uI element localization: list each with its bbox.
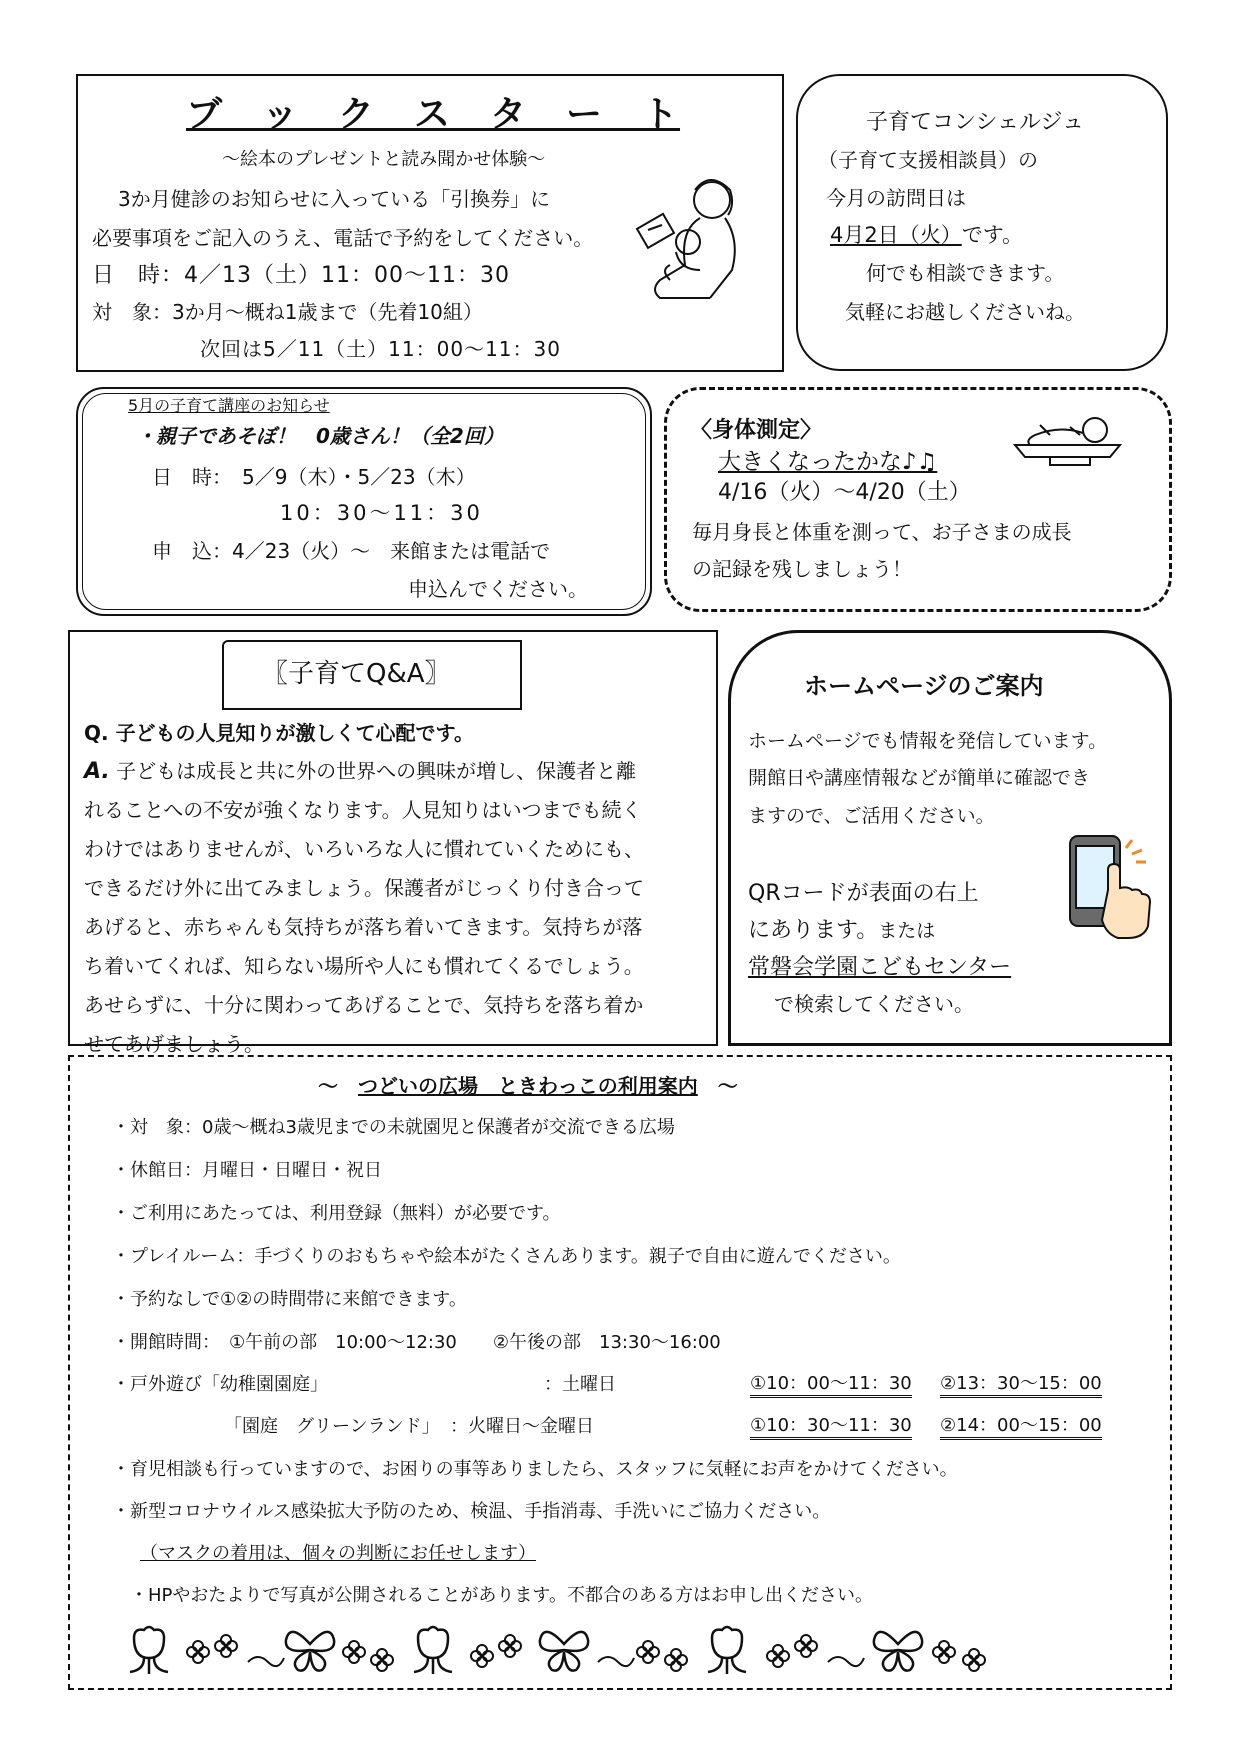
homepage-qr2: [748, 913, 935, 944]
concierge-date-suffix: です。: [961, 223, 1024, 247]
guide-outdoor-label: ・戸外遊び「幼稚園園庭」: [112, 1374, 328, 1395]
qa-answer-line-8: せてあげましょう。: [84, 1032, 264, 1056]
baby-scale-illustration: [1010, 415, 1130, 470]
guide-green-label: 「園庭 グリーンランド」: [224, 1416, 440, 1437]
guide-green-time-2: ②14：00～15：00: [940, 1411, 1102, 1440]
guide-green-day: ：火曜日～金曜日: [450, 1416, 594, 1437]
homepage-search-suffix: で検索してください。: [774, 992, 974, 1016]
course-heading: 5月の子育て講座のお知らせ: [128, 396, 330, 415]
measure-desc2: の記録を残しましょう！: [692, 557, 912, 581]
course-time: 10：30～11：30: [280, 501, 483, 525]
guide-title-prefix: ～: [318, 1074, 358, 1098]
measure-desc1: 毎月身長と体重を測って、お子さまの成長: [692, 520, 1072, 544]
qa-answer-line-7: あせらずに、十分に関わってあげることで、気持ちを落ち着か: [84, 993, 644, 1017]
qa-title: 〖子育てQ&A〗: [262, 659, 451, 689]
guide-outdoor-time-2: ②13：30～15：00: [940, 1369, 1102, 1398]
guide-hours: ・開館時間： ①午前の部 10:00～12:30 ②午後の部 13:30～16:00: [112, 1332, 721, 1353]
qa-answer-line-5: あげると、赤ちゃんも気持ちが落ち着いてきます。気持ちが落: [84, 915, 643, 939]
qa-answer-line-4: できるだけ外に出てみましょう。保護者がじっくり付き合って: [84, 876, 644, 900]
guide-title-suffix: ～: [697, 1074, 738, 1098]
bookstart-target: 対 象：3か月～概ね1歳まで（先着10組）: [92, 300, 483, 324]
qa-answer-line-1: 子どもは成長と共に外の世界への興味が増し、保護者と離: [109, 759, 637, 783]
qa-answer-line-6: ち着いてくれば、知らない場所や人にも慣れてくるでしょう。: [84, 954, 644, 978]
homepage-qr2b: または: [878, 920, 936, 942]
guide-outdoor-day: ：土曜日: [544, 1374, 616, 1395]
homepage-line2: 開館日や講座情報などが簡単に確認でき: [748, 767, 1091, 789]
guide-consult: ・育児相談も行っていますので、お困りの事等ありましたら、スタッフに気軽にお声をかけてください。: [112, 1459, 958, 1480]
guide-playroom: ・プレイルーム：手づくりのおもちゃや絵本がたくさんあります。親子で自由に遊んでください。: [112, 1246, 901, 1267]
concierge-line2: （子育て支援相談員）の: [818, 148, 1038, 172]
course-apply2: 申込んでください。: [408, 577, 588, 601]
concierge-line1: 子育てコンシェルジュ: [866, 110, 1085, 135]
concierge-line5: 何でも相談できます。: [866, 261, 1065, 285]
guide-closed: ・休館日：月曜日・日曜日・祝日: [112, 1160, 382, 1181]
qa-question: Q. 子どもの人見知りが激しくて心配です。: [84, 721, 474, 745]
concierge-line6: 気軽にお越しくださいね。: [845, 300, 1085, 324]
homepage-qr1: QRコードが表面の右上: [748, 881, 979, 906]
concierge-line3: 今月の訪問日は: [826, 186, 966, 210]
guide-mask: （マスクの着用は、個々の判断にお任せします）: [140, 1543, 536, 1564]
measure-catch: 大きくなったかな♪♫: [718, 449, 938, 475]
mother-reading-illustration: [640, 170, 750, 305]
bookstart-line1: 3か月健診のお知らせに入っている「引換券」に: [118, 187, 551, 211]
course-apply: 申 込：4／23（火）～ 来館または電話で: [152, 539, 551, 563]
bookstart-datetime: 日 時：4／13（土）11：00～11：30: [92, 263, 510, 288]
bookstart-title: ブ ッ ク ス タ ー ト: [186, 94, 681, 135]
concierge-date: 4月2日（火）: [830, 223, 962, 247]
measure-heading: 〈身体測定〉: [690, 418, 823, 443]
guide-photo: ・HPやおたよりで写真が公開されることがあります。不都合のある方はお申し出ください。: [130, 1585, 873, 1606]
guide-title: つどいの広場 ときわっこの利用案内: [358, 1074, 698, 1098]
flower-border-decoration: [128, 1622, 1108, 1682]
guide-green-time-1: ①10：30～11：30: [750, 1411, 912, 1440]
concierge-date-line: [830, 219, 1023, 249]
qa-answer: [84, 752, 644, 1064]
homepage-search-term[interactable]: 常磐会学園こどもセンター: [748, 955, 1012, 980]
guide-target: ・対 象：0歳～概ね3歳児までの未就園児と保護者が交流できる広場: [112, 1117, 675, 1138]
bookstart-next: 次回は5／11（土）11：00～11：30: [200, 337, 561, 361]
guide-title-line: [318, 1070, 738, 1099]
course-datetime: 日 時： 5／9（木）・5／23（木）: [152, 465, 476, 489]
guide-covid: ・新型コロナウイルス感染拡大予防のため、検温、手指消毒、手洗いにご協力ください。: [112, 1501, 831, 1522]
measure-dates: 4/16（火）～4/20（土）: [718, 480, 971, 505]
homepage-line1: ホームページでも情報を発信しています。: [748, 730, 1108, 752]
guide-outdoor-time-1: ①10：00～11：30: [750, 1369, 912, 1398]
qa-answer-mark: A.: [84, 759, 110, 784]
qa-answer-line-3: わけではありませんが、いろいろな人に慣れていくためにも、: [84, 837, 644, 861]
bookstart-line2: 必要事項をご記入のうえ、電話で予約をしてください。: [92, 226, 594, 250]
course-name: ・親子であそぼ！ 0歳さん！（全2回）: [136, 424, 504, 448]
smartphone-icon: [1066, 830, 1156, 940]
bookstart-subtitle: ～絵本のプレゼントと読み聞かせ体験～: [222, 149, 546, 170]
qa-answer-line-2: れることへの不安が強くなります。人見知りはいつまでも続く: [84, 798, 642, 822]
homepage-qr2a: にあります。: [748, 918, 879, 943]
homepage-line3: ますので、ご活用ください。: [748, 805, 995, 827]
homepage-title: ホームページのご案内: [804, 672, 1044, 700]
guide-no-reservation: ・予約なしで①②の時間帯に来館できます。: [112, 1289, 467, 1310]
guide-registration: ・ご利用にあたっては、利用登録（無料）が必要です。: [112, 1203, 561, 1224]
